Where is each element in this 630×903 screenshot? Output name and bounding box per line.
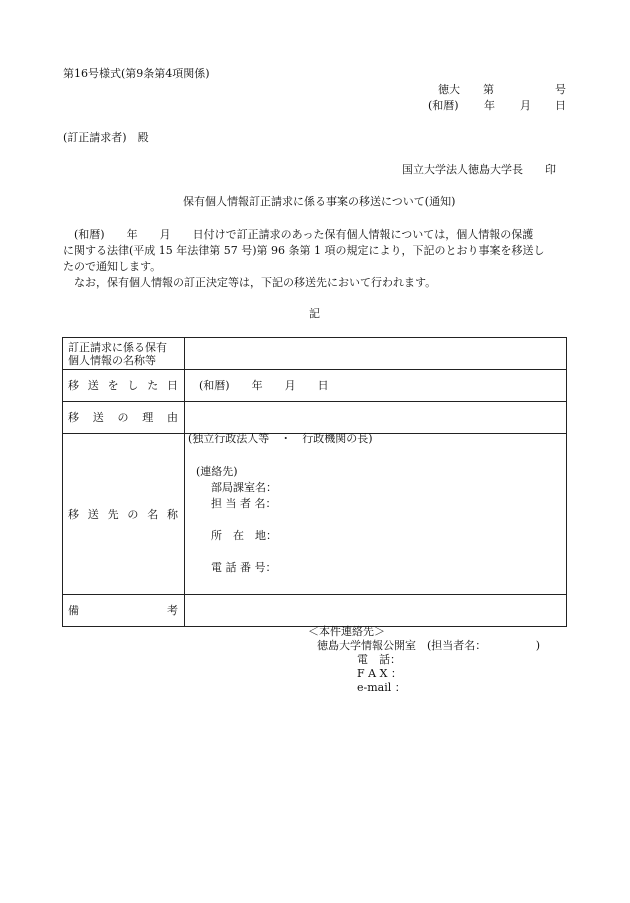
contact-fax: F A X ： xyxy=(357,667,402,680)
addressee: (訂正請求者) 殿 xyxy=(63,131,149,144)
label-char: 備 xyxy=(68,604,79,617)
label-char: 送 xyxy=(87,507,99,521)
body-para1-line1: (和暦) 年 月 日付けで訂正請求のあった保有個人情報については，個人情報の保護 xyxy=(74,228,534,241)
label-char: 称 xyxy=(166,507,178,521)
sender: 国立大学法人徳島大学長 印 xyxy=(402,163,556,176)
label-char: 理 xyxy=(142,411,154,424)
body-text xyxy=(63,227,567,291)
destination-agency: (独立行政法人等 ・ 行政機関の長) xyxy=(188,432,373,445)
table-row xyxy=(63,370,567,402)
table-row xyxy=(63,402,567,434)
label-char: 移 xyxy=(68,411,79,424)
row-label-information-b: 個人情報の名称等 xyxy=(68,353,156,367)
row-label-remarks xyxy=(63,595,185,627)
row-label-information-a: 訂正請求に係る保有 xyxy=(68,340,167,354)
contact-head: ＜本件連絡先＞ xyxy=(308,625,385,638)
label-char: 送 xyxy=(92,411,104,424)
row-value-remarks xyxy=(185,595,567,627)
table-row xyxy=(63,338,567,370)
doc-no-dai: 第 xyxy=(483,83,494,96)
row-label-destination xyxy=(63,434,185,595)
label-char: を xyxy=(107,379,119,392)
destination-address: 所 在 地： xyxy=(211,529,277,542)
doc-no-prefix: 徳大 xyxy=(438,83,460,96)
label-char: の xyxy=(117,411,129,424)
table-row xyxy=(63,595,567,627)
contact-email: e-mail ： xyxy=(357,681,406,694)
date-era: (和暦) xyxy=(428,99,459,112)
label-char: た xyxy=(147,379,159,392)
label-char: 移 xyxy=(68,507,79,521)
row-value-destination xyxy=(185,434,567,595)
row-label-transfer-date xyxy=(63,370,185,402)
label-char: の xyxy=(127,507,139,521)
date-month: 月 xyxy=(520,99,531,112)
body-para1-line3: たので通知します。 xyxy=(63,260,162,273)
row-label-information xyxy=(63,338,185,370)
row-value-information xyxy=(185,338,567,370)
label-char: 送 xyxy=(87,379,99,392)
label-char: 考 xyxy=(167,604,178,617)
body-para2: なお，保有個人情報の訂正決定等は，下記の移送先において行われます。 xyxy=(74,276,437,289)
contact-tel: 電 話： xyxy=(357,653,401,666)
ki-heading: 記 xyxy=(309,307,320,320)
destination-phone: 電 話 番 号： xyxy=(211,561,277,574)
label-char: 日 xyxy=(166,379,178,392)
doc-no-go: 号 xyxy=(555,83,566,96)
label-char: 由 xyxy=(167,411,178,424)
label-char: 先 xyxy=(107,507,119,521)
date-day: 日 xyxy=(555,99,566,112)
destination-contact-head: (連絡先) xyxy=(196,465,238,478)
transfer-table xyxy=(62,337,567,627)
destination-person: 担 当 者 名： xyxy=(211,497,277,510)
label-char: し xyxy=(127,379,139,392)
contact-block xyxy=(300,625,540,695)
body-para1-line2: に関する法律(平成 15 年法律第 57 号)第 96 条第 1 項の規定により，下記のとおり事案を移送し xyxy=(63,244,545,257)
form-number: 第16号様式(第9条第4項関係) xyxy=(63,67,210,80)
contact-office: 徳島大学情報公開室 (担当者名： ) xyxy=(317,639,541,652)
destination-dept: 部局課室名： xyxy=(211,481,277,494)
row-value-reason xyxy=(185,402,567,434)
row-label-reason xyxy=(63,402,185,434)
label-char: 移 xyxy=(68,379,79,392)
table-row xyxy=(63,434,567,595)
document-title: 保有個人情報訂正請求に係る事案の移送について(通知) xyxy=(183,195,456,208)
row-value-transfer-date: (和暦) 年 月 日 xyxy=(185,370,567,402)
date-year: 年 xyxy=(484,99,495,112)
label-char: 名 xyxy=(147,507,159,521)
